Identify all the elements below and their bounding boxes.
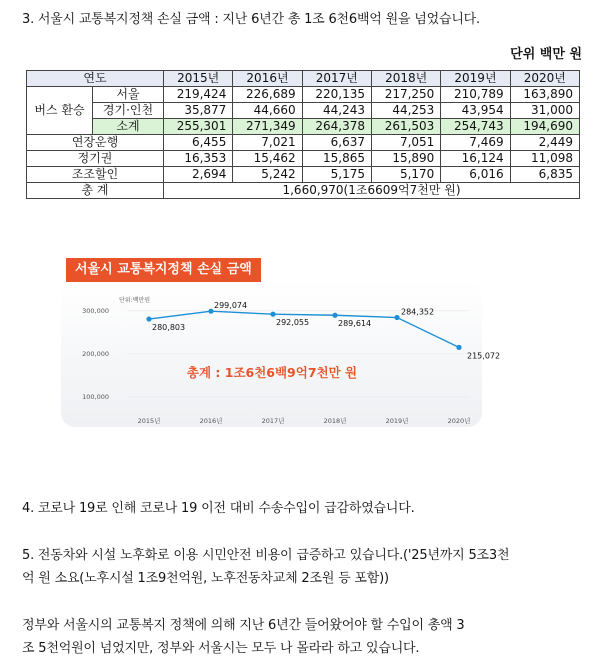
item-3-text: 3. 서울시 교통복지정책 손실 금액 : 지난 6년간 총 1조 6천6백억 원을 넘었습니다. — [22, 12, 480, 27]
table-cell: 7,021 — [233, 135, 302, 151]
year-col: 2016년 — [233, 71, 302, 87]
table-cell: 6,835 — [510, 167, 579, 183]
table-cell: 271,349 — [233, 119, 302, 135]
table-cell: 31,000 — [510, 103, 579, 119]
data-point — [394, 315, 399, 320]
table-header-row — [27, 71, 580, 87]
table-cell: 7,051 — [371, 135, 440, 151]
table-row — [27, 103, 580, 119]
table-cell: 15,865 — [302, 151, 371, 167]
x-tick-label: 2016년 — [199, 417, 223, 425]
table-cell: 6,455 — [164, 135, 233, 151]
row-label: 서울 — [93, 87, 164, 103]
y-tick-label: 100,000 — [82, 392, 109, 401]
total-annotation: 총계 : 1조6천6백9억7천만 원 — [186, 365, 358, 380]
closing-text-line2: 조 5천억원이 넘었지만, 정부와 서울시는 모두 나 몰라라 하고 있습니다. — [22, 641, 420, 656]
closing-text-line1: 정부와 서울시의 교통복지 정책에 의해 지난 6년간 들어왔어야 할 수입이 총액 3 — [22, 618, 465, 633]
item-5-text-line1: 5. 전동차와 시설 노후화로 이용 시민안전 비용이 급증하고 있습니다.('25년까지 5조3천 — [22, 548, 510, 563]
item-5-text-line2: 억 원 소요(노후시설 1조9천억원, 노후전동차교체 2조원 등 포함)) — [22, 571, 389, 586]
data-label: 215,072 — [467, 351, 501, 361]
y-tick-label: 300,000 — [82, 306, 109, 315]
table-cell: 44,253 — [371, 103, 440, 119]
x-tick-label: 2020년 — [447, 417, 471, 425]
table-cell: 7,469 — [441, 135, 510, 151]
data-point — [208, 309, 213, 314]
data-label: 289,614 — [338, 319, 372, 329]
x-tick-label: 2017년 — [261, 417, 285, 425]
row-label: 경기·인천 — [93, 103, 164, 119]
data-label: 292,055 — [276, 318, 310, 328]
table-cell: 226,689 — [233, 87, 302, 103]
table-cell: 5,242 — [233, 167, 302, 183]
x-tick-label: 2018년 — [323, 417, 347, 425]
table-cell: 264,378 — [302, 119, 371, 135]
year-col: 2019년 — [441, 71, 510, 87]
table-cell: 2,694 — [164, 167, 233, 183]
data-label: 280,803 — [152, 323, 186, 333]
bus-transfer-label: 버스 환승 — [27, 87, 93, 135]
table-cell: 194,690 — [510, 119, 579, 135]
table-cell: 15,890 — [371, 151, 440, 167]
data-label: 284,352 — [401, 307, 435, 317]
chart-unit-label: 단위:백만원 — [119, 297, 151, 304]
chart-title: 서울시 교통복지정책 손실 금액 — [66, 258, 261, 282]
table-cell: 44,243 — [302, 103, 371, 119]
table-cell: 16,353 — [164, 151, 233, 167]
table-cell: 5,175 — [302, 167, 371, 183]
table-cell: 163,890 — [510, 87, 579, 103]
total-label: 총 계 — [27, 183, 164, 199]
row-label: 소계 — [93, 119, 164, 135]
year-col: 2017년 — [302, 71, 371, 87]
data-point — [332, 313, 337, 318]
table-cell: 217,250 — [371, 87, 440, 103]
table-cell: 16,124 — [441, 151, 510, 167]
row-label: 정기권 — [27, 151, 164, 167]
x-tick-label: 2015년 — [137, 417, 161, 425]
year-col: 2020년 — [510, 71, 579, 87]
table-cell: 210,789 — [441, 87, 510, 103]
table-row — [27, 151, 580, 167]
table-cell: 220,135 — [302, 87, 371, 103]
table-cell: 254,743 — [441, 119, 510, 135]
table-cell: 2,449 — [510, 135, 579, 151]
table-row — [27, 119, 580, 135]
table-cell: 219,424 — [164, 87, 233, 103]
table-cell: 44,660 — [233, 103, 302, 119]
x-tick-label: 2019년 — [385, 417, 409, 425]
data-label: 299,074 — [214, 301, 248, 311]
table-cell: 35,877 — [164, 103, 233, 119]
y-tick-label: 200,000 — [82, 349, 109, 358]
total-value: 1,660,970(1조6609억7천만 원) — [164, 183, 580, 199]
year-header: 연도 — [27, 71, 164, 87]
total-row — [27, 183, 580, 199]
table-cell: 255,301 — [164, 119, 233, 135]
year-col: 2015년 — [164, 71, 233, 87]
table-cell: 6,637 — [302, 135, 371, 151]
year-col: 2018년 — [371, 71, 440, 87]
table-row — [27, 87, 580, 103]
row-label: 연장운행 — [27, 135, 164, 151]
table-cell: 15,462 — [233, 151, 302, 167]
table-cell: 11,098 — [510, 151, 579, 167]
table-row — [27, 135, 580, 151]
table-row — [27, 167, 580, 183]
table-cell: 5,170 — [371, 167, 440, 183]
loss-table — [26, 70, 580, 199]
data-point — [146, 316, 151, 321]
table-cell: 261,503 — [371, 119, 440, 135]
table-cell: 6,016 — [441, 167, 510, 183]
table-cell: 43,954 — [441, 103, 510, 119]
row-label: 조조할인 — [27, 167, 164, 183]
unit-label: 단위 백만 원 — [510, 47, 582, 62]
item-4-text: 4. 코로나 19로 인해 코로나 19 이전 대비 수송수입이 급감하였습니다. — [22, 501, 415, 516]
data-point — [270, 312, 275, 317]
data-point — [456, 345, 461, 350]
